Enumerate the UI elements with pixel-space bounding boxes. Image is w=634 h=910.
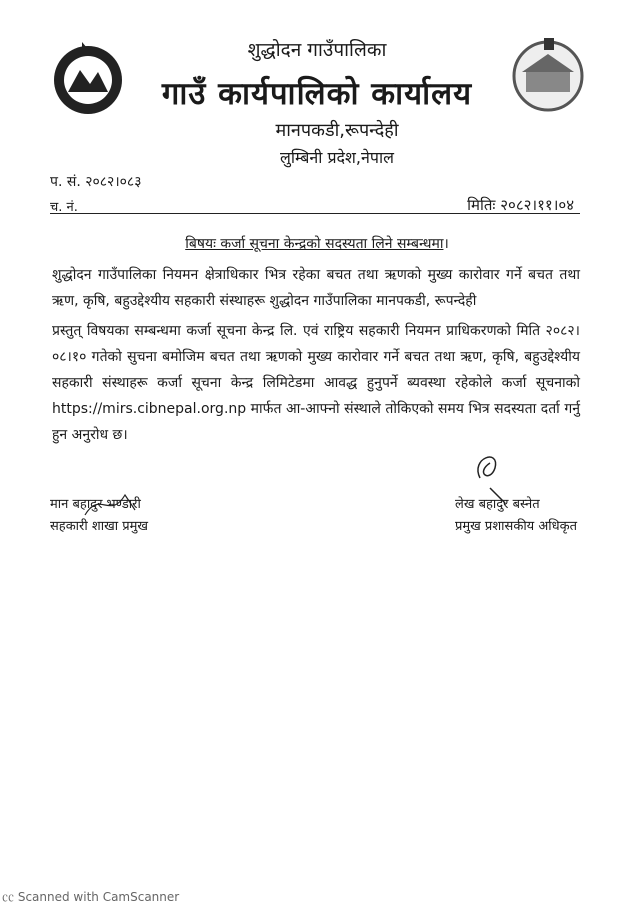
office-title: गाउँ कार्यपालिको कार्यालय bbox=[161, 76, 473, 112]
subject-line bbox=[0, 234, 634, 253]
signatory-title: सहकारी शाखा प्रमुख bbox=[50, 519, 149, 534]
addressee-paragraph: शुद्धोदन गाउँपालिका नियमन क्षेत्राधिकार भित्र रहेका बचत तथा ऋणको मुख्य कारोवार गर्ने बचत तथा ऋण, कृषि, बहुउद्देश्यीय सहकारी संस्थाहरू शुद्धोदन गाउँपालिका मानपकडी, रूपन्देही bbox=[52, 267, 580, 309]
office-location: मानपकडी,रूपन्देही bbox=[275, 120, 399, 141]
subject-text: बिषयः कर्जा सूचना केन्द्रको सदस्यता लिने सम्बन्धमा bbox=[185, 236, 444, 252]
signature-mark bbox=[80, 485, 140, 525]
footer-text: Scanned with CamScanner bbox=[17, 890, 180, 904]
body-paragraph: प्रस्तुत् विषयका सम्बन्धमा कर्जा सूचना केन्द्र लि. एवं राष्ट्रिय सहकारी नियमन प्राधिकरणको मिति २०८२।०८।१० गतेको सुचना बमोजिम बचत तथा ऋणको मुख्य कारोवार गर्ने बचत तथा ऋण, कृषि, बहुउद्देश्यीय सहकारी संस्थाहरू कर्जा सूचना केन्द्र लिमिटेडमा आवद्ध हुनुपर्ने ब्यवस्था रहेकोले कर्जा सूचनाको https://mirs.cibnepal.org.np मार्फत आ-आफ्नो संस्थाले तोकिएको समय भित्र सदस्यता दर्ता गर्नु हुन अनुरोध छ। bbox=[52, 323, 580, 443]
subject-end: । bbox=[443, 236, 449, 252]
signatory-name: मान बहादुर भण्डारी bbox=[50, 497, 141, 512]
signatory-name: लेख बहादुर बस्नेत bbox=[455, 497, 540, 512]
header-divider bbox=[50, 213, 580, 214]
letter-number: प. सं. २०८२।०८३ bbox=[50, 174, 142, 190]
office-province: लुम्बिनी प्रदेश,नेपाल bbox=[280, 148, 394, 167]
municipality-name: शुद्धोदन गाउँपालिका bbox=[247, 39, 387, 61]
camscanner-footer bbox=[2, 888, 179, 905]
camscanner-icon: ㏄ bbox=[2, 890, 18, 904]
signatory-title: प्रमुख प्रशासकीय अधिकृत bbox=[455, 519, 578, 534]
signature-mark bbox=[460, 448, 530, 508]
dispatch-number: च. नं. bbox=[50, 200, 78, 215]
letter-date: मितिः २०८२।११।०४ bbox=[467, 196, 574, 214]
